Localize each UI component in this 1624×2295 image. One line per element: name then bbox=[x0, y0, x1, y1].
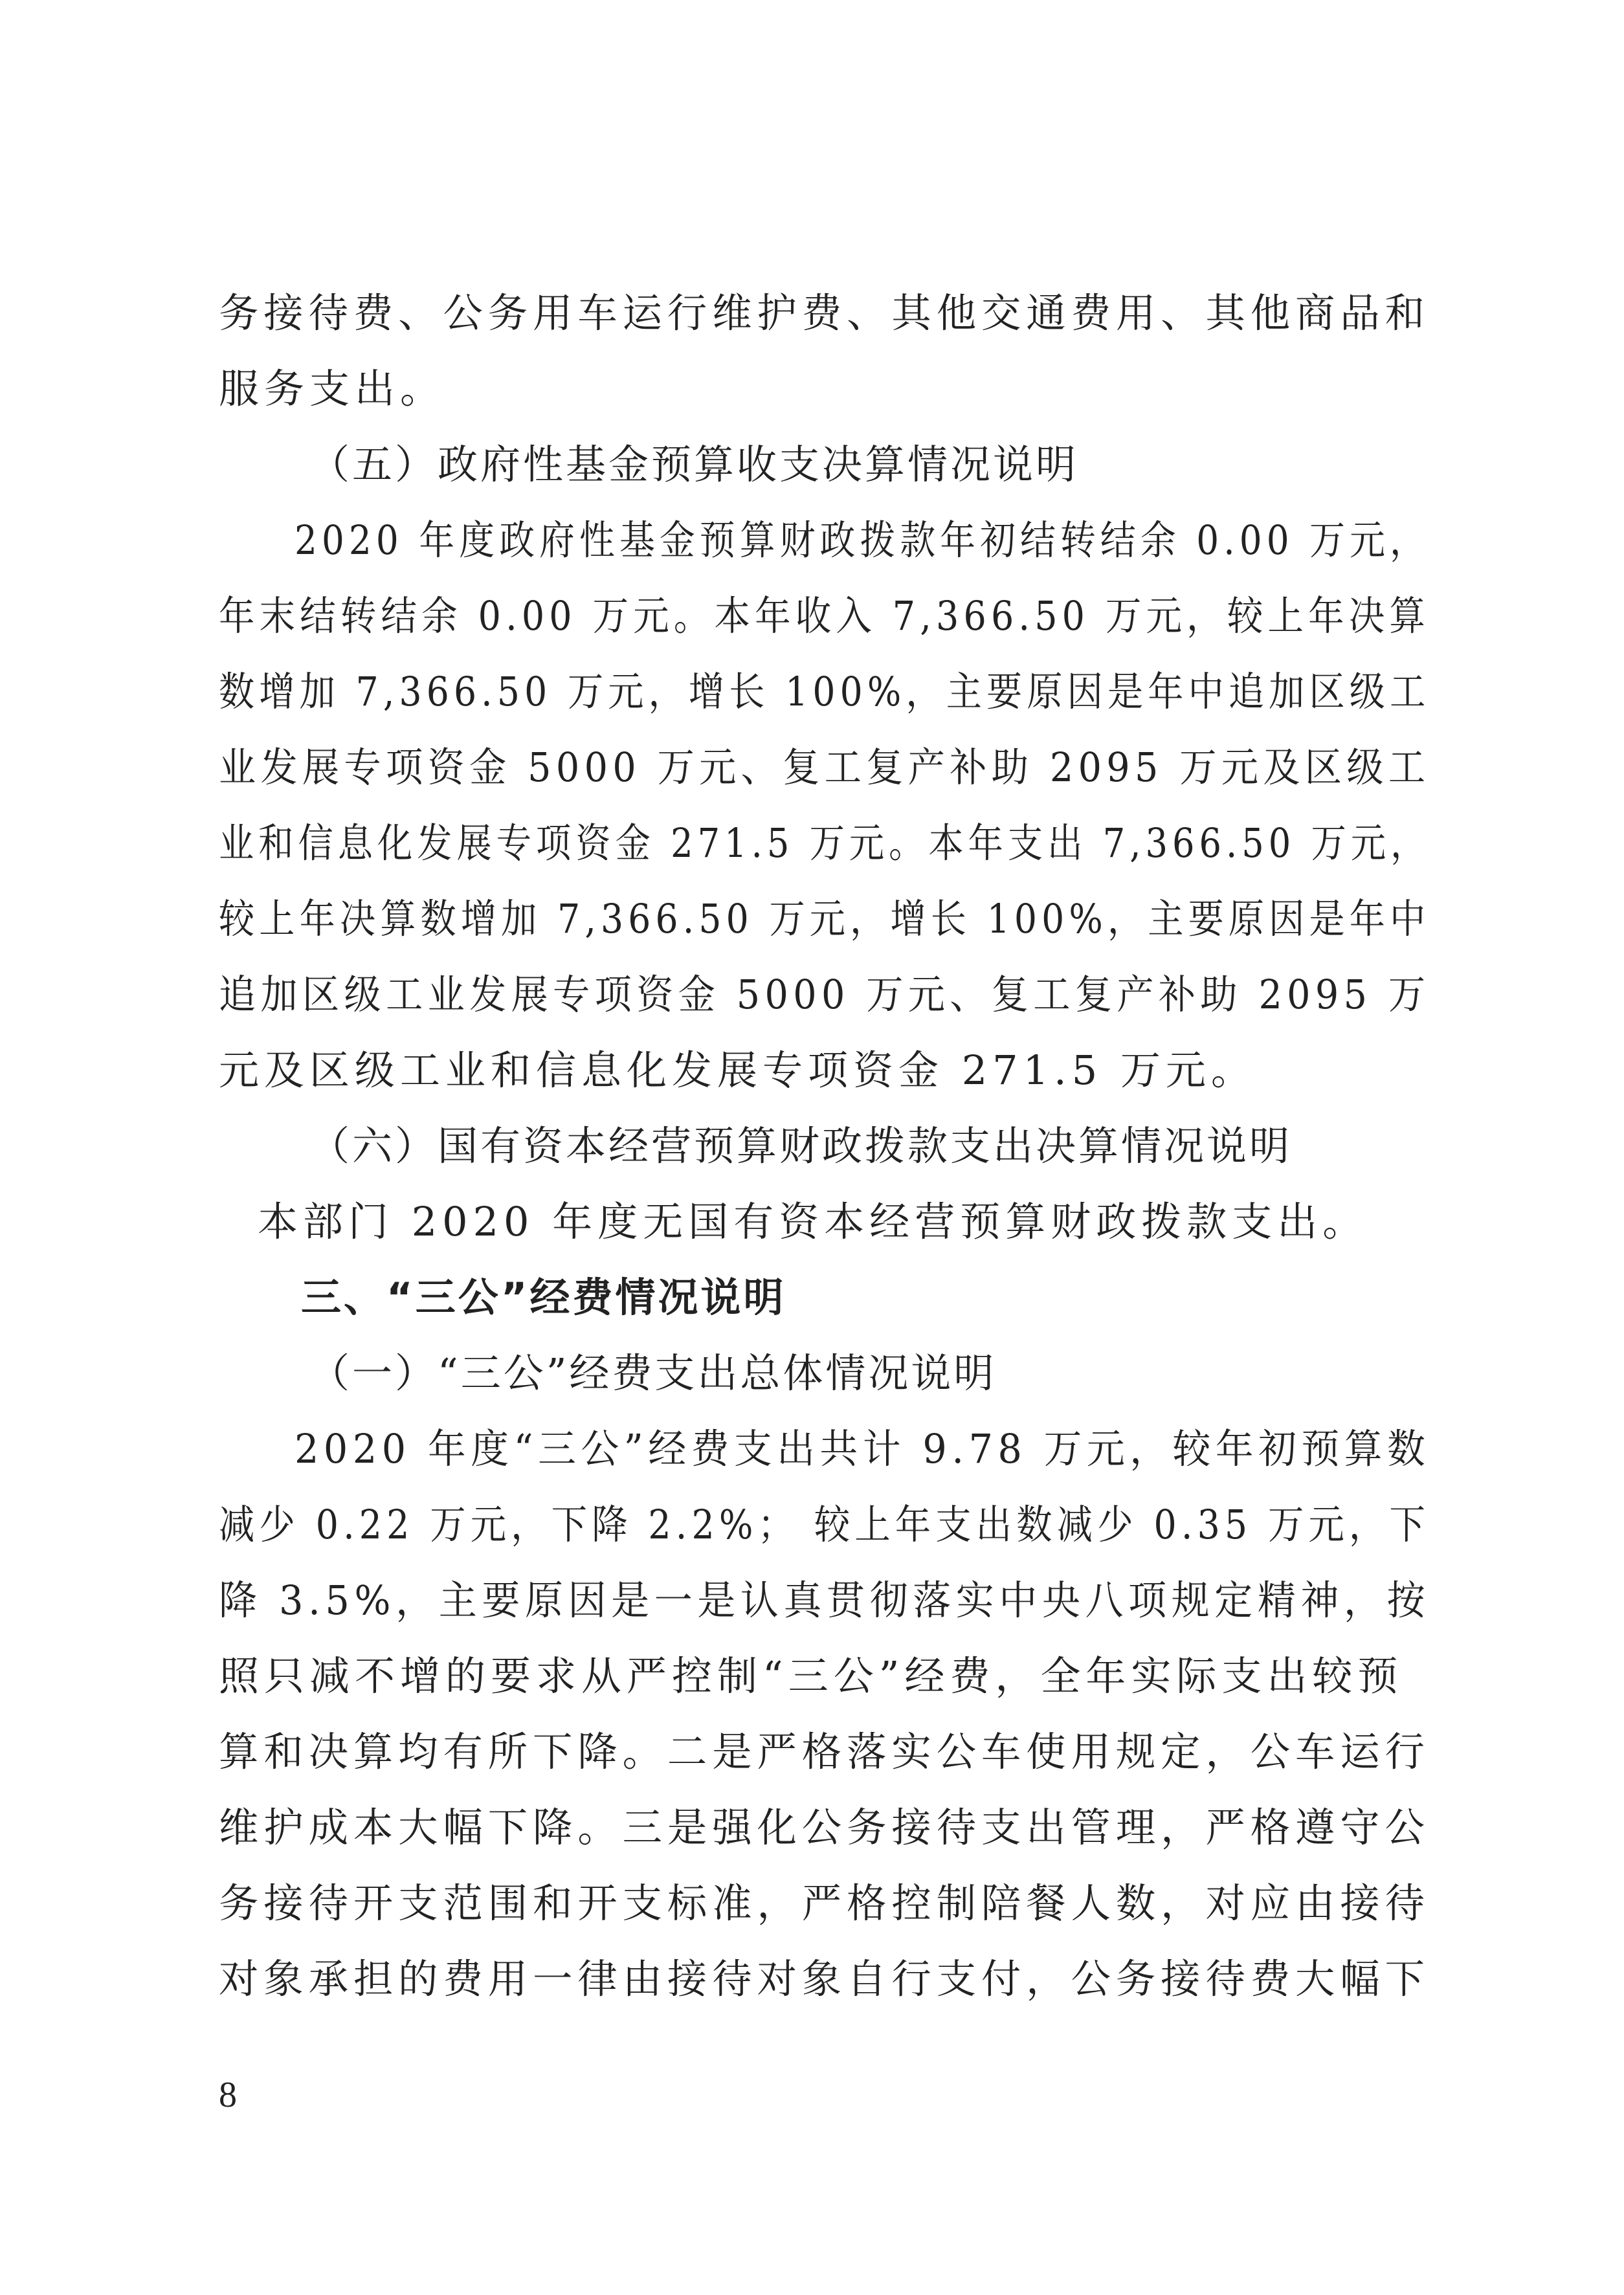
text-line: 数增加 7,366.50 万元，增长 100%，主要原因是年中追加区级工 bbox=[219, 668, 1430, 715]
text-line: 照只减不增的要求从严控制“三公”经费，全年实际支出较预 bbox=[219, 1652, 1403, 1700]
text-line: 年末结转结余 0.00 万元。本年收入 7,366.50 万元，较上年决算 bbox=[219, 592, 1430, 639]
page-number: 8 bbox=[219, 2075, 237, 2115]
text-line: 减少 0.22 万元，下降 2.2%； 较上年支出数减少 0.35 万元，下 bbox=[219, 1501, 1430, 1548]
subsection-heading: （六）国有资本经营预算财政拨款支出决算情况说明 bbox=[309, 1122, 1293, 1170]
text-line: 对象承担的费用一律由接待对象自行支付，公务接待费大幅下 bbox=[219, 1955, 1430, 2002]
text-line: 服务支出。 bbox=[219, 365, 446, 412]
text-line: 2020 年度“三公”经费支出共计 9.78 万元，较年初预算数 bbox=[295, 1425, 1430, 1472]
text-line: 降 3.5%，主要原因是一是认真贯彻落实中央八项规定精神，按 bbox=[219, 1577, 1430, 1624]
text-line: 本部门 2020 年度无国有资本经营预算财政拨款支出。 bbox=[258, 1198, 1368, 1245]
text-line: 算和决算均有所下降。二是严格落实公车使用规定，公车运行 bbox=[219, 1728, 1430, 1775]
text-line: 较上年决算数增加 7,366.50 万元，增长 100%，主要原因是年中 bbox=[219, 895, 1430, 942]
text-line: 务接待费、公务用车运行维护费、其他交通费用、其他商品和 bbox=[219, 289, 1430, 337]
text-line: 元及区级工业和信息化发展专项资金 271.5 万元。 bbox=[219, 1047, 1256, 1094]
subsection-heading: （五）政府性基金预算收支决算情况说明 bbox=[309, 441, 1079, 488]
text-line: 业发展专项资金 5000 万元、复工复产补助 2095 万元及区级工 bbox=[219, 744, 1430, 791]
text-line: 业和信息化发展专项资金 271.5 万元。本年支出 7,366.50 万元， bbox=[219, 819, 1430, 867]
text-line: 务接待开支范围和开支标准，严格控制陪餐人数，对应由接待 bbox=[219, 1879, 1430, 1927]
text-line: 追加区级工业发展专项资金 5000 万元、复工复产补助 2095 万 bbox=[219, 971, 1430, 1018]
subsection-heading: （一）“三公”经费支出总体情况说明 bbox=[309, 1349, 997, 1397]
section-heading: 三、“三公”经费情况说明 bbox=[301, 1274, 786, 1321]
text-line: 维护成本大幅下降。三是强化公务接待支出管理，严格遵守公 bbox=[219, 1804, 1430, 1851]
text-line: 2020 年度政府性基金预算财政拨款年初结转结余 0.00 万元， bbox=[295, 516, 1430, 564]
